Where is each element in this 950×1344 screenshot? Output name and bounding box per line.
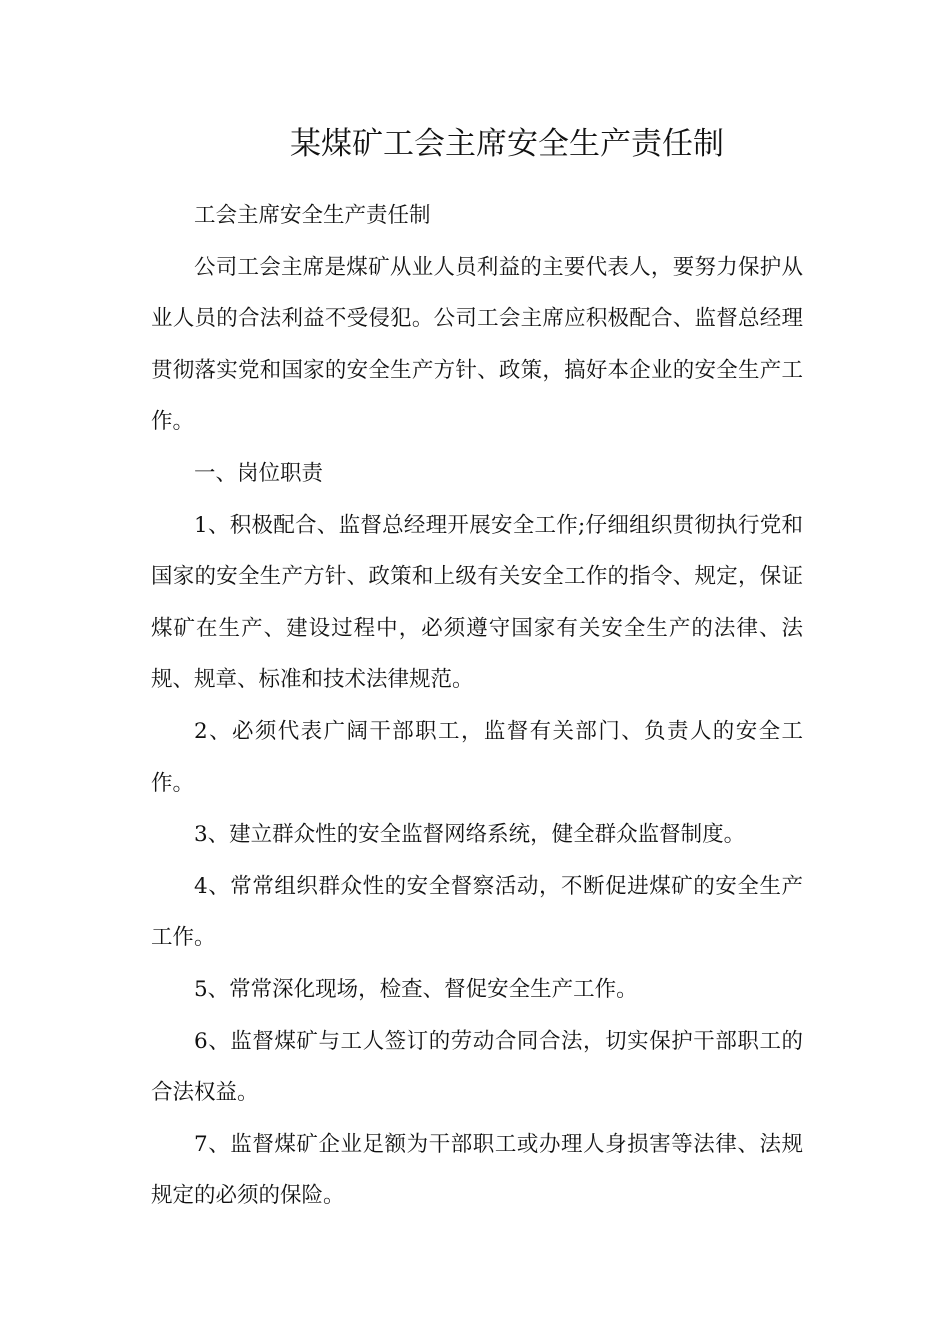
paragraph-subtitle: 工会主席安全生产责任制 — [194, 203, 431, 228]
duty-item-7: 7、监督煤矿企业足额为干部职工或办理人身损害等法律、法规规定的必须的保险。 — [151, 1131, 803, 1209]
duty-item-6: 6、监督煤矿与工人签订的劳动合同合法，切实保护干部职工的合法权益。 — [151, 1028, 803, 1106]
duty-item-4: 4、常常组织群众性的安全督察活动，不断促进煤矿的安全生产工作。 — [151, 873, 803, 951]
duty-item-5: 5、常常深化现场，检查、督促安全生产工作。 — [194, 976, 638, 1002]
document-title: 某煤矿工会主席安全生产责任制 — [290, 126, 724, 162]
section-heading: 一、岗位职责 — [194, 460, 324, 486]
duty-item-2: 2、必须代表广阔干部职工，监督有关部门、负责人的安全工作。 — [151, 718, 803, 796]
duty-item-1: 1、积极配合、监督总经理开展安全工作;仔细组织贯彻执行党和国家的安全生产方针、政策和上级有关安全工作的指令、规定，保证煤矿在生产、建设过程中，必须遵守国家有关安全生产的法律、法规、规章、标准和技术法律规范。 — [151, 512, 803, 693]
paragraph-intro: 公司工会主席是煤矿从业人员利益的主要代表人，要努力保护从业人员的合法利益不受侵犯。公司工会主席应积极配合、监督总经理贯彻落实党和国家的安全生产方针、政策，搞好本企业的安全生产工作。 — [151, 254, 803, 435]
duty-item-3: 3、建立群众性的安全监督网络系统，健全群众监督制度。 — [194, 822, 746, 848]
document-body — [151, 190, 803, 1222]
